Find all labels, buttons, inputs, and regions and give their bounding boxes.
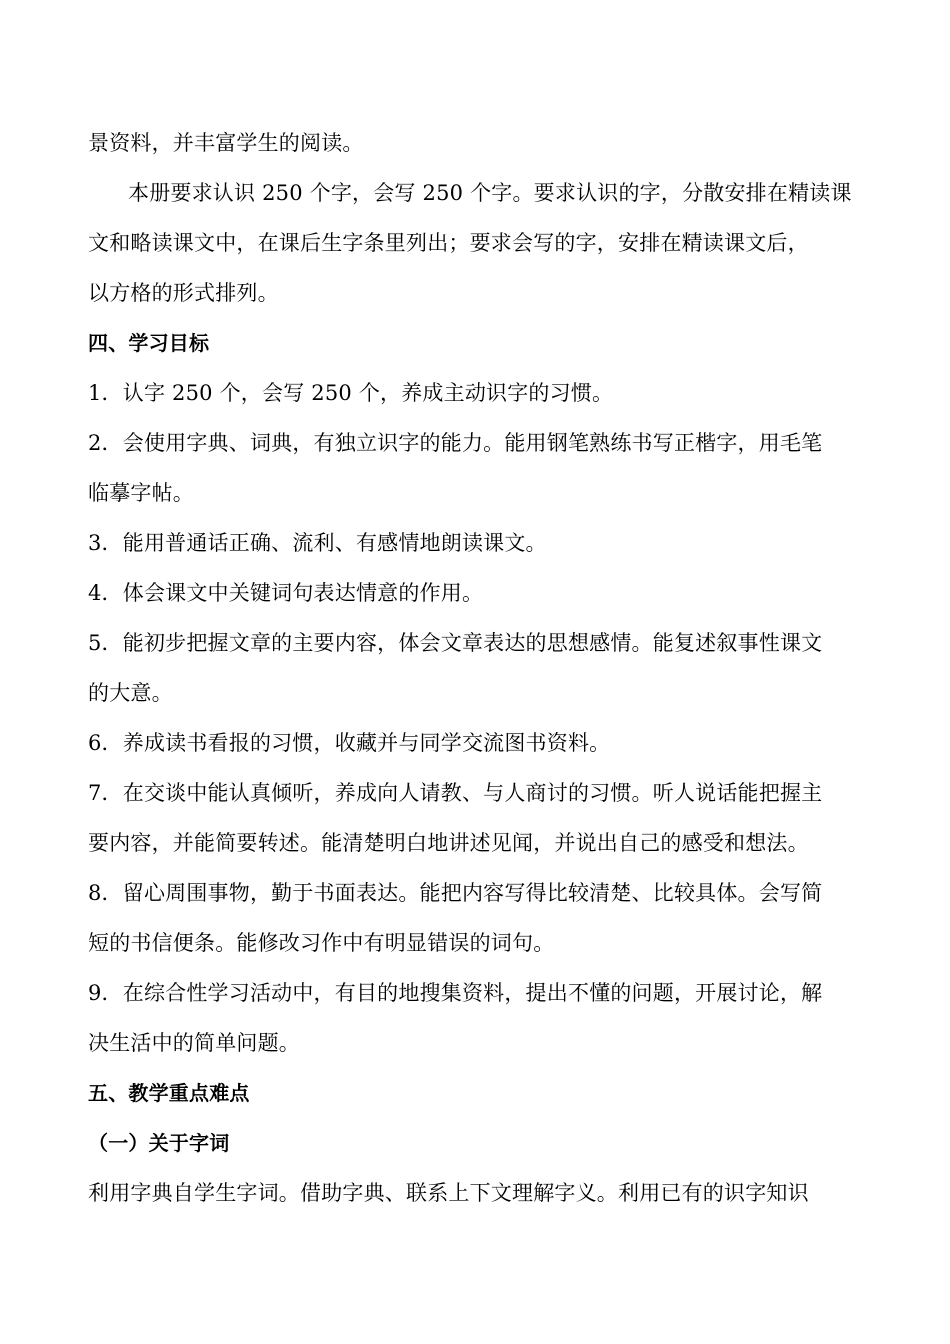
section-5-heading: 五、教学重点难点 xyxy=(88,1081,250,1105)
goal-9-line-2: 决生活中的简单问题。 xyxy=(88,1031,300,1055)
document-page xyxy=(88,118,864,1218)
intro-paragraph-2-line-1: 本册要求认识 250 个字，会写 250 个字。要求认识的字，分散安排在精读课 xyxy=(128,181,852,205)
goal-6: 6．养成读书看报的习惯，收藏并与同学交流图书资料。 xyxy=(88,731,611,755)
goal-7-line-1: 7．在交谈中能认真倾听，养成向人请教、与人商讨的习惯。听人说话能把握主 xyxy=(88,781,823,805)
goal-5-line-1: 5．能初步把握文章的主要内容，体会文章表达的思想感情。能复述叙事性课文 xyxy=(88,631,823,655)
goal-4: 4．体会课文中关键词句表达情意的作用。 xyxy=(88,581,484,605)
goal-9-line-1: 9．在综合性学习活动中，有目的地搜集资料，提出不懂的问题，开展讨论，解 xyxy=(88,981,823,1005)
goal-8-line-1: 8．留心周围事物，勤于书面表达。能把内容写得比较清楚、比较具体。会写简 xyxy=(88,881,823,905)
intro-line-1: 景资料，并丰富学生的阅读。 xyxy=(88,131,364,155)
subsection-1-heading: （一）关于字词 xyxy=(88,1131,230,1155)
subsection-1-line-1: 利用字典自学生字词。借助字典、联系上下文理解字义。利用已有的识字知识 xyxy=(88,1181,809,1205)
goal-3: 3．能用普通话正确、流利、有感情地朗读课文。 xyxy=(88,531,547,555)
goal-1: 1．认字 250 个，会写 250 个，养成主动识字的习惯。 xyxy=(88,381,614,405)
goal-5-line-2: 的大意。 xyxy=(88,681,173,705)
goal-8-line-2: 短的书信便条。能修改习作中有明显错误的词句。 xyxy=(88,931,555,955)
intro-paragraph-2-line-2: 文和略读课文中，在课后生字条里列出；要求会写的字，安排在精读课文后， xyxy=(88,231,809,255)
goal-2-line-1: 2．会使用字典、词典，有独立识字的能力。能用钢笔熟练书写正楷字，用毛笔 xyxy=(88,431,823,455)
section-4-heading: 四、学习目标 xyxy=(88,331,210,355)
goal-2-line-2: 临摹字帖。 xyxy=(88,481,194,505)
intro-paragraph-2-line-3: 以方格的形式排列。 xyxy=(88,281,279,305)
goal-7-line-2: 要内容，并能简要转述。能清楚明白地讲述见闻，并说出自己的感受和想法。 xyxy=(88,831,809,855)
